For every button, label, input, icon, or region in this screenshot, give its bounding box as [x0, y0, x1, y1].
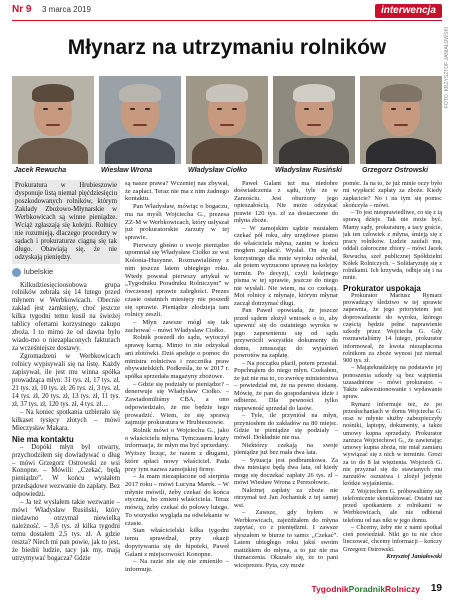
paragraph: – Ja mam niezapłacone od sierpnia 2017 roku – mówi Lucyna Marek. – W młynie mówili, żeby czekać do końca stycznia, bo zmieni właściciela. Teraz mówią, żeby czekać do połowy lutego. To wszystko wygląda na odwlekanie w czasie.: [125, 473, 229, 527]
photo-caption: Władysław Rusiński: [275, 167, 342, 174]
paragraph: Pierwszy głośno o swoje pieniądze upomniał się Władysław Ciołko ze wsi Kolonia-Husynne. Rozmawialiśmy z nim jeszcze latem ubiegłego roku. Wtedy powstał pierwszy artykuł w „Tygodniku Poradniku Rolniczym” w ówczesnej sprawie zaległości. Prezes czasie ostatnich miesięcy nie poszedł się sprawie. Pieniądze złodzieja tam rolnicy zeszli.: [125, 241, 229, 319]
column-3: [234, 180, 338, 569]
paragraph: – Młyn zawsze mógł się tak zachować – mówi Władysław Ciołko.: [125, 318, 229, 334]
paragraph: Paweł Galant też ma niedobre doświadczenia z sądu, tyle że w Zamościu. Jest oburzony jego opieszałością. Nie może odzyskać prawie 120 tys. zł za dostarczone do młyna zboże.: [234, 180, 338, 225]
subheading: Prokurator uspokaja: [343, 283, 421, 293]
photo-caption: Władysław Ciołko: [188, 167, 248, 174]
issue-date: 3 marca 2019: [42, 5, 91, 14]
issue-number: Nr 9: [12, 4, 32, 15]
paragraph: Należnej zapłaty za zboże nie otrzymał też Jan Jochaniuk z tej samej wsi.: [234, 486, 338, 509]
paragraph: – Na razie nie się nie zmieniło – informuje.: [125, 558, 229, 573]
paragraph: – Na początku płacił, potem przestał. Popchnąłem do niego młyn. Czekałem, że już nie ma to, co zwrócę ministerstwa – powiedział mi, że na pewno dostanę. Mówię, że pan do gospodarstwa idzie i odbierze. Dla pewności tylko niepewność sprzedał do lasów.: [234, 359, 338, 412]
region-icon: [12, 268, 21, 277]
paragraph: – Na koniec spotkania uzbierało się kilkaset tysięcy złotych – mówi Mieczysław Makara.: [12, 408, 120, 432]
paragraph: Pan Paweł opowiada, że jeszcze przed sądem złożył wniosek o to, aby upewnić się do ostatniego wyroku w jego zapewnieniu się od sądu przywrócili wszystkie dokumenty do domu, zmuszając do wyjaśnień powrotów na zapłatę.: [234, 307, 338, 360]
photo-caption: Grzegorz Ostrowski: [362, 167, 429, 174]
paragraph: Zgromadzeni w Werbkowicach rolnicy wypisywali się na listę. Każdy zapisywał, ile jest mu winna spółka prowadząca młyn: 31 tys. zł, 17 tys. zł, 21 tys. zł, 10 tys. zł, 26 tys. zł, 3 tys. zł, 14 tys. zł, 20 tys. zł, 13 tys. zł, 11 tys. zł, 37 tys. zł, 120 tys. zł, 4 tys. zł…: [12, 353, 120, 408]
photo-caption: Wiesław Wrona: [101, 167, 153, 174]
magazine-brand: [312, 584, 420, 594]
brand-part-3: Rolniczy: [385, 584, 420, 594]
paragraph: Kilkudziesięcioosobowa grupa rolników zebrała się 14 lutego przed młynem w Werbkowicach. Obecnie zakład jest zamknięty, choć jeszcze kilka tygodni temu kusił na świeżej tablicy ofertami korzystnego zakupu zboża. I to mimo że od dawna było wiado-mo o niezapłaconych fakturach za wcześniejsze dostawy.: [12, 281, 120, 353]
column-1: [12, 180, 120, 563]
brand-part-1: Tygodnik: [311, 584, 349, 594]
paragraph: Stan właścicielski kilka tygodni temu sprawdzał, przy okazji dopytywania się do hipoteki, Paweł Galant z miejscowości Konopne.: [125, 527, 229, 558]
paragraph: – W zamojskim sądzie musiałem czekać pół roku, aby urzędowe pismo do właściciela młyna, zanim w końcu mogłem zapłacić. Wysłał. On się od korzystnego dla mnie wyroku odwołał, ale potem wyrzucono sprawę na kolejny termin. Po decyzji, czyli kolejnego pisma w tej sprawie, jeszcze do niego nie wysłali. Nie wiem, na co czekają. Moi rolnicy z młynaje, którym młynar zaczął dotrzymać długi.: [234, 224, 338, 307]
page-number: 19: [430, 583, 442, 594]
paragraph: Pan Władysław, mówiąc o bogaczu, ma na myśli Wojciecha G., prezesa ZZ-M w Werbkowicach, który usłyszał już prokuratorskie zarzuty w tej sprawie.: [125, 203, 229, 242]
portrait-photo: [273, 76, 355, 164]
brand-part-2: Poradnik: [348, 584, 386, 594]
paragraph: Z Wojciechem G. próbowaliśmy się telefonicznie skontaktować. Ostatni raz przed spotkaniem z rolnikami w Werbkowicach, ale nie odbierał telefonu od nas nikt w jego domu.: [343, 487, 442, 524]
paragraph: – Dopóki młyn był otwarty, przychodziłem się dowiadywać o dług – mówi Grzegorz Ostrowski ze wsi Konopne. – Mówili: „Czekać, będą pieniądze”. W końcu wysłałem przedsądowe wezwanie do zapłaty. Bez odpowiedzi.: [12, 443, 120, 499]
column-4: [343, 180, 442, 560]
paragraph: Prokurator Mariusz Rymarz prowadzący śledztwo w tej sprawie zapewnia, że jego priorytetem jest doprowadzenie do wyroku, którego częścią będzie pełne naprawienie szkody przez Wojciecha G. Gdy rozmawialiśmy 14 lutego, prokurator informował, że kwota niezapłacona rolnikom za zboże wynosi już niemal 900 tys. zł.: [343, 291, 442, 364]
paragraph: – Zawsze, gdy byłem w Werbkowicach, zajeżdżałem do młyna zapytać, co z pieniędzmi. I zawsze słyszałem w biurze to samo: „Czekać”. Latem ubiegłego roku jakiś swoim matiżkiem do młyna, a to już nie ma tłumaczenia. Okazało się, że to pani wiceprezes. Pyta, czy może: [234, 509, 338, 569]
section-tag: interwencja: [375, 4, 442, 18]
lead-paragraph: Prokuratura w Hrubieszowie dysponuje listą niemal pięćdziesięciu poszkodowanych rolników, którym Zakłady Zbożowo-Młynarskie w Werbkowicach są winne pieniądze. Wciąż zgłaszają się kolejni. Rolnicy nie rozumieją, dlaczego procedury w sądach i prokuraturze ciągną się tak długo. Obawiają się, że nie odzyskają pieniędzy.: [15, 182, 117, 261]
photo-strip: [12, 76, 442, 164]
page-footer: [12, 584, 442, 596]
portrait-photo: [186, 76, 268, 164]
photo-captions: [12, 167, 442, 177]
paragraph: – Sytuacja jest podbramkowa. Za dwa miesiące będą dwa lata, od kiedy mogę się doczekać zapłaty 26 tys. zł – mówi Wiesław Wrona z Peresołowic.: [234, 456, 338, 487]
region-label: lubelskie: [24, 267, 54, 277]
portrait-photo: [99, 76, 181, 164]
subheading: Nie ma kontaktu: [12, 434, 74, 444]
paragraph: – To jest niesprawiedliwe, co się z tą sprawą dzieje. Tak nie może być. Mamy sądy, prokuraturę, a tacy goście, jak ten człowiek z młyna, śmieją się z pracy rolników. Ludzie zaufali mu, oddali całoroczne zbiory – mówi Jacek Rewucha, szef publicznej Spółdzielni Kółek Rolniczych. – Solidaryzuję się z rolnikami. Ich krzywda, odbije się i na mnie.: [343, 209, 442, 282]
page-header: [12, 4, 442, 20]
paragraph: Rolnik mówi o Wojciechu G., jako o właścicielu młyna. Tymczasem krąży informacja, że młyn ma być sprzedany. Wyższy licząc, że razem z długami, które spłaci nowy właściciel. Pada przy tym nazwa zamojskiej firmy.: [125, 427, 229, 473]
photo-caption: Jacek Rewucha: [14, 167, 67, 174]
paragraph: – Ja też wysłałem takie wezwanie – mówi Władysław Rusiński, który niedawno otrzymał niewielką należność. – 3,6 tys. zł kilka tygodni temu dostałem 2,5 tys. zł. A gdzie reszta? Niech mi pan powie, jak to jest, że biedni ludzie, tacy jak my, mają utrzymywać bogacza? Gdzie: [12, 499, 120, 562]
lead-box: [12, 180, 120, 264]
header-rule: [12, 20, 442, 21]
paragraph: – Chcemy, żeby nie z nami spotkał cień powiedział. Nikt go tu nie chce linczować, chcemy informacji – kończy Grzegorz Ostrowski.: [343, 523, 442, 553]
paragraph: są nasze prawa? Wczeniej nas zbywał, że zapłaci. Teraz nie ma z nim żadnego kontaktu.: [125, 180, 229, 203]
region-tag: [12, 268, 120, 277]
column-2: [125, 180, 229, 574]
paragraph: Rymarz informuje też, że po przesłuchaniach w domu Wojciecha G. oraz w młynie służby zabezpieczyły nośniki, laptopy, dokumenty, a także umowy kupna sprzedaży. Prokurator zarzuca Wojciechowi G., że zawierając umowy kupna zboża, nie miał zamiaru wywiązać się z nich w terminie. Grozi za to do 8 lat więzienia. Wojciech G. nie przyznał się do stawianych mu zarzutów oszustwa i złożył jedynie krótkie wyjaśnienia.: [343, 400, 442, 488]
paragraph: Rolnik poszedł do sądu, wytoczył sprawę karną. Mimo to nie odzyskał ani złotówki. Dziś apeluje o pomoc do ministra rolnictwa i rzecznika praw obywatelskich. Podkreśla, że w 2017 r. spółka sprzedała magazyny zbożowe.: [125, 334, 229, 380]
author-signature: Krzysztof Janiałowski: [386, 552, 442, 560]
paragraph: – Mająteknadzieję na podstawie jej ponoszenia szkody są bez wątpienia uzasadnione – mówi prokurator. – Także zakwestionowanie i wydawanie spraw.: [343, 364, 442, 401]
article-title: Młynarz na utrzymaniu rolników: [67, 36, 387, 59]
paragraph: – Gdzie się podziały te pieniądze? – denerwuje się Władysław Ciołko. – Zawiadomiliśmy CBA, a ono odpowiedziało, że nie będzie tego prowadzić. Wiem, że się sprawą zajmuje prokuratura w Hrubieszowie.: [125, 380, 229, 427]
paragraph: – Tyle, ile przyniósł na młyn, przyniosłem do zakładów na 80 miejsc. Gdzie te pieniądze się podziały – mówił. Dokładnie nie ma.: [234, 412, 338, 442]
paragraph: pomóc. Ja na to, że już minie oczy było mi wypłacić zapłaty za zboże. Kiedy zapłacicie? No i na tym się pomoc skończyła – mówi.: [343, 180, 442, 209]
portrait-photo: [360, 76, 442, 164]
photo-credit: FOTO: KRZYSZTOF JANIAŁOWSKI: [444, 26, 450, 108]
paragraph: Niektórzy czekają na swoje pieniądze już bez mała dwa lata.: [234, 441, 338, 457]
portrait-photo: [12, 76, 94, 164]
